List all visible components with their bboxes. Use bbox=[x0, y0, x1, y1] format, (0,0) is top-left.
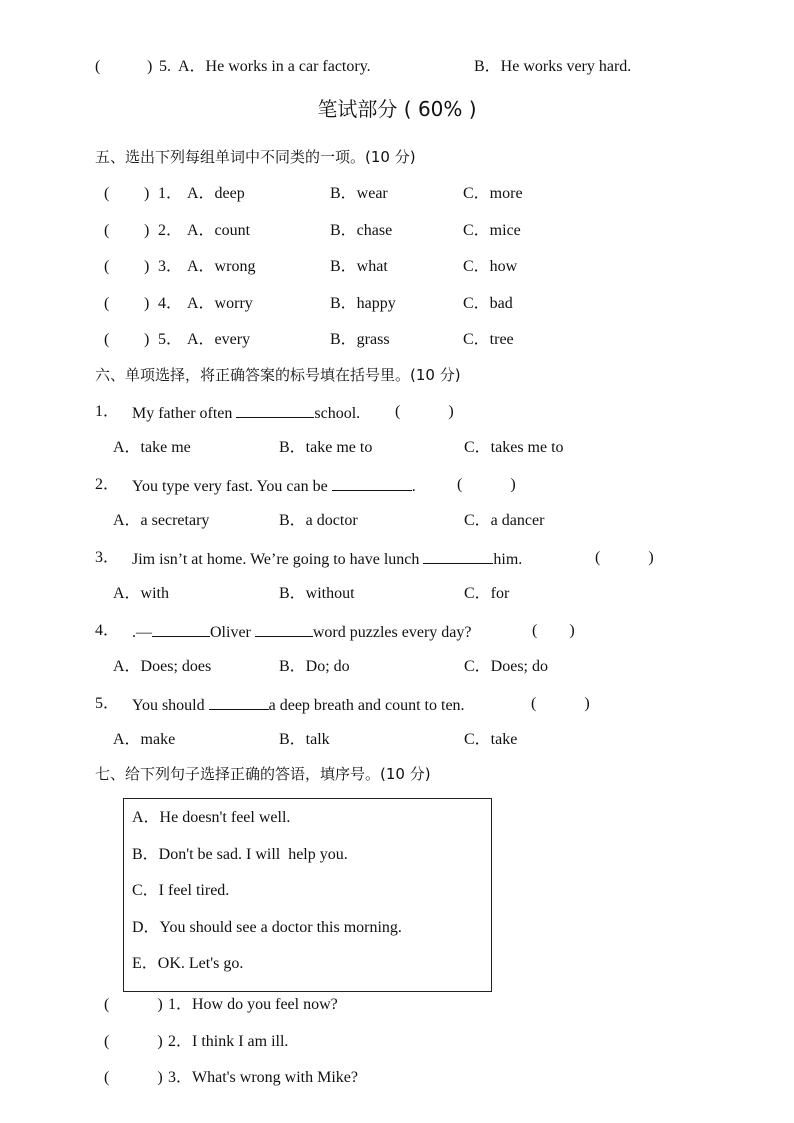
answer-paren-close: ) bbox=[144, 294, 150, 312]
answer-paren-open: ( bbox=[104, 331, 110, 348]
answer-option: B．Don't be sad. I will help you. bbox=[132, 845, 348, 863]
answer-paren-close: ) bbox=[144, 258, 150, 275]
question-number: 5． bbox=[95, 695, 120, 712]
option-a: A．worry bbox=[187, 294, 253, 312]
answer-paren: ( ) bbox=[457, 476, 516, 493]
option-c: C．tree bbox=[463, 331, 514, 348]
option-c: C．Does; do bbox=[464, 658, 549, 675]
option-b: B．without bbox=[279, 585, 355, 602]
question-stem: Jim isn’t at home. We’re going to have lunch him. bbox=[132, 548, 522, 570]
answer-option: C．I feel tired. bbox=[132, 882, 230, 899]
option-a: A．wrong bbox=[187, 258, 256, 275]
option-c: C．more bbox=[463, 185, 523, 202]
answer-option: E．OK. Let's go. bbox=[132, 955, 244, 972]
option-a: A．every bbox=[187, 331, 251, 348]
option-c: C．a dancer bbox=[464, 512, 545, 529]
answer-blank[interactable] bbox=[423, 548, 493, 564]
option-b: B．wear bbox=[330, 185, 388, 202]
option-b: B．talk bbox=[279, 731, 330, 748]
answer-paren-open: ( bbox=[104, 294, 110, 312]
answer-options-box bbox=[123, 798, 492, 992]
answer-paren-open: ( bbox=[104, 258, 110, 275]
option-b: B．grass bbox=[330, 331, 390, 348]
answer-blank[interactable] bbox=[209, 694, 269, 710]
option-b: B．He works very hard. bbox=[474, 58, 632, 75]
question-number: 5. bbox=[159, 58, 171, 75]
question-text: 2．I think I am ill. bbox=[168, 1032, 289, 1050]
answer-paren-open: ( bbox=[95, 58, 101, 75]
answer-paren: ( ) bbox=[104, 1032, 163, 1050]
option-c: C．mice bbox=[463, 221, 521, 239]
question-stem: You should a deep breath and count to ten. bbox=[132, 694, 465, 716]
option-c: C．bad bbox=[463, 294, 513, 312]
option-a: A．He works in a car factory. bbox=[178, 58, 371, 75]
option-b: B．what bbox=[330, 258, 388, 275]
answer-paren-close: ) bbox=[147, 58, 153, 75]
answer-paren-open: ( bbox=[104, 185, 110, 202]
option-b: B．a doctor bbox=[279, 512, 358, 529]
option-c: C．take bbox=[464, 731, 518, 748]
answer-paren: ( ) bbox=[104, 996, 163, 1013]
option-b: B．take me to bbox=[279, 439, 373, 456]
question-number: 2． bbox=[158, 221, 183, 239]
answer-paren: ( ) bbox=[595, 549, 654, 566]
section5-heading: 五、选出下列每组单词中不同类的一项。(10 分) bbox=[95, 148, 416, 166]
question-number: 4． bbox=[95, 622, 120, 639]
question-text: 3．What's wrong with Mike? bbox=[168, 1069, 358, 1086]
option-a: A．a secretary bbox=[113, 512, 210, 529]
option-c: C．for bbox=[464, 585, 510, 602]
page-title: 笔试部分 ( 60% ) bbox=[317, 97, 477, 121]
answer-blank[interactable] bbox=[255, 621, 313, 637]
answer-paren-close: ) bbox=[144, 185, 150, 202]
answer-blank[interactable] bbox=[152, 621, 210, 637]
option-a: A．count bbox=[187, 221, 251, 239]
option-a: A．with bbox=[113, 585, 170, 602]
question-number: 3． bbox=[95, 549, 120, 566]
option-c: C．how bbox=[463, 258, 518, 275]
option-a: A．deep bbox=[187, 185, 245, 202]
answer-paren-close: ) bbox=[144, 331, 150, 348]
question-stem: My father often school. bbox=[132, 402, 360, 424]
question-number: 5． bbox=[158, 331, 183, 348]
question-number: 2． bbox=[95, 476, 120, 493]
section6-heading: 六、单项选择，将正确答案的标号填在括号里。(10 分) bbox=[95, 366, 461, 384]
question-number: 1． bbox=[95, 403, 120, 420]
answer-paren: ( ) bbox=[395, 403, 454, 420]
question-stem: You type very fast. You can be . bbox=[132, 475, 416, 497]
option-a: A．Does; does bbox=[113, 658, 212, 675]
answer-paren: ( ) bbox=[531, 695, 590, 712]
answer-blank[interactable] bbox=[332, 475, 412, 491]
option-a: A．take me bbox=[113, 439, 191, 456]
question-number: 1． bbox=[158, 185, 183, 202]
answer-paren-close: ) bbox=[144, 221, 150, 239]
question-number: 4． bbox=[158, 294, 183, 312]
option-a: A．make bbox=[113, 731, 176, 748]
answer-option: D．You should see a doctor this morning. bbox=[132, 918, 402, 936]
section7-heading: 七、给下列句子选择正确的答语，填序号。(10 分) bbox=[95, 765, 431, 783]
answer-paren: ( ) bbox=[104, 1069, 163, 1086]
option-b: B．chase bbox=[330, 221, 393, 239]
answer-option: A．He doesn't feel well. bbox=[132, 809, 291, 826]
option-c: C．takes me to bbox=[464, 439, 564, 456]
option-b: B．happy bbox=[330, 294, 396, 312]
answer-paren-open: ( bbox=[104, 221, 110, 239]
question-text: 1．How do you feel now? bbox=[168, 996, 338, 1013]
question-number: 3． bbox=[158, 258, 183, 275]
option-b: B．Do; do bbox=[279, 658, 350, 675]
answer-paren: ( ) bbox=[532, 622, 575, 639]
answer-blank[interactable] bbox=[236, 402, 314, 418]
question-stem: .— Oliver word puzzles every day? bbox=[132, 621, 471, 643]
